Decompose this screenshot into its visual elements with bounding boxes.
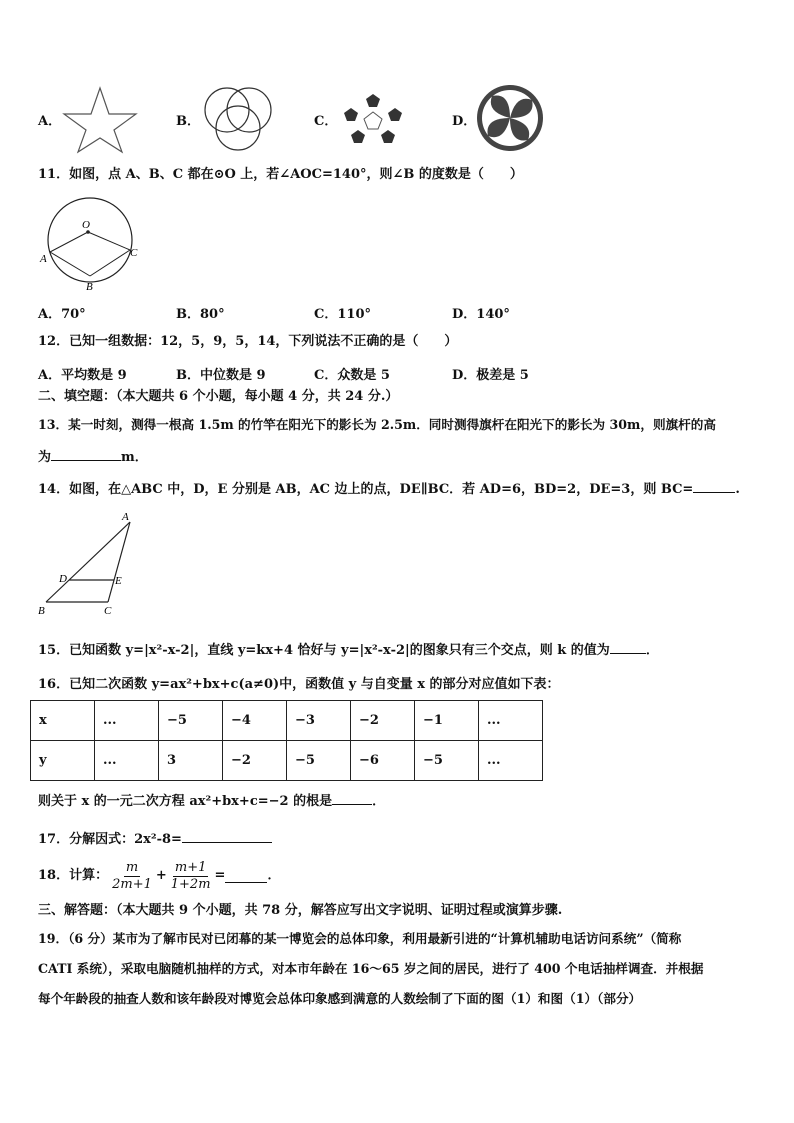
q12-option-a: A．平均数是 9 (38, 368, 127, 383)
table-cell: ... (95, 741, 159, 781)
q10-option-a-label: A． (38, 114, 62, 129)
q12-stem: 12．已知一组数据：12，5，9，5，14，下列说法不正确的是（ ） (38, 334, 458, 349)
q10-option-c-label: C． (314, 114, 338, 129)
q11-stem: 11．如图，点 A、B、C 都在⊙O 上，若∠AOC=140°，则∠B 的度数是（ ） (38, 167, 523, 182)
q14-answer-blank[interactable] (693, 480, 735, 493)
three-circles-figure (200, 83, 276, 153)
q15-answer-blank[interactable] (610, 641, 646, 654)
star-figure (62, 84, 138, 154)
q13-line2-pre: 为 (38, 450, 52, 465)
table-cell: −3 (287, 701, 351, 741)
q11-label-b: B (86, 281, 93, 292)
q14-stem (38, 480, 740, 499)
q13-line2 (38, 448, 148, 467)
table-cell: ... (479, 741, 543, 781)
q18-frac2-numerator: m+1 (174, 859, 207, 875)
table-cell: −5 (159, 701, 223, 741)
q10-option-d-label: D． (452, 114, 477, 129)
q18-plus: + (155, 868, 167, 883)
q15-stem-pre: 15．已知函数 y=|x²-x-2|，直线 y=kx+4 恰好与 y=|x²-x-2|的图象只有三个交点，则 k 的值为 (38, 643, 610, 658)
table-cell: y (31, 741, 95, 781)
table-cell: −1 (415, 701, 479, 741)
q16-answer-blank[interactable] (332, 792, 372, 805)
q10-option-b-label: B． (176, 114, 200, 129)
q19-line2: CATI 系统），采取电脑随机抽样的方式，对本市年龄在 16～65 岁之间的居民，进行了 400 个电话抽样调查．并根据 (38, 961, 704, 976)
q11-circle-figure (36, 196, 146, 292)
q13-answer-blank[interactable] (51, 448, 121, 461)
q12-option-d: D．极差是 5 (452, 368, 529, 383)
q16-question (38, 792, 385, 811)
q19-line3: 每个年龄段的抽查人数和该年龄段对博览会总体印象感到满意的人数绘制了下面的图（1）和图（1）（部分） (38, 991, 642, 1006)
q14-label-a: A (122, 511, 129, 523)
q14-label-b: B (38, 605, 45, 617)
q14-stem-pre: 14．如图，在△ABC 中，D，E 分别是 AB，AC 边上的点，DE∥BC．若 AD=6，BD=2，DE=3，则 BC= (38, 482, 694, 497)
q11-option-a: A．70° (38, 307, 86, 322)
q16-question-post: ． (372, 794, 386, 809)
q11-label-o: O (82, 219, 90, 231)
table-cell: 3 (159, 741, 223, 781)
table-cell: ... (95, 701, 159, 741)
q16-question-pre: 则关于 x 的一元二次方程 ax²+bx+c=−2 的根是 (38, 794, 333, 809)
q11-option-b: B．80° (176, 307, 225, 322)
q12-option-c: C．众数是 5 (314, 368, 390, 383)
q18-frac2-denominator: 1+2m (170, 876, 211, 892)
q15-stem (38, 641, 659, 660)
table-cell: −6 (351, 741, 415, 781)
q11-label-a: A (40, 253, 47, 265)
q18-stem (38, 856, 280, 896)
table-cell: −4 (223, 701, 287, 741)
q14-label-d: D (59, 573, 67, 585)
pentagon-ring-figure (340, 90, 406, 150)
q14-label-e: E (115, 575, 122, 587)
q14-label-c: C (104, 605, 112, 617)
section-solutions-heading: 三、解答题：（本大题共 9 个小题，共 78 分，解答应写出文字说明、证明过程或演算步骤. (38, 903, 563, 918)
q16-stem: 16．已知二次函数 y=ax²+bx+c(a≠0)中，函数值 y 与自变量 x 的部分对应值如下表： (38, 677, 560, 692)
table-cell: −2 (351, 701, 415, 741)
q18-equals: = (214, 868, 226, 883)
q17-stem (38, 830, 272, 849)
q13-line2-post: m． (121, 450, 148, 465)
q11-option-c: C．110° (314, 307, 371, 322)
q18-frac1-denominator: 2m+1 (112, 876, 152, 892)
q18-answer-blank[interactable] (225, 870, 267, 883)
table-cell: −5 (415, 741, 479, 781)
q11-label-c: C (130, 247, 138, 259)
table-cell: −2 (223, 741, 287, 781)
q14-stem-post: . (735, 482, 740, 497)
table-cell: −5 (287, 741, 351, 781)
q12-option-b: B．中位数是 9 (176, 368, 266, 383)
q18-pre: 18．计算： (38, 868, 109, 883)
table-row (31, 741, 543, 781)
four-petal-circle-figure (474, 82, 546, 154)
q11-option-d: D．140° (452, 307, 510, 322)
q18-fraction-2 (169, 860, 213, 893)
table-row (31, 701, 543, 741)
q16-value-table (30, 700, 543, 781)
q17-answer-blank[interactable] (182, 830, 272, 843)
q13-line1: 13．某一时刻，测得一根高 1.5m 的竹竿在阳光下的影长为 2.5m．同时测得旗杆在阳光下的影长为 30m，则旗杆的高 (38, 417, 716, 432)
table-cell: ... (479, 701, 543, 741)
q15-stem-post: ． (645, 643, 659, 658)
q14-triangle-figure (36, 508, 140, 620)
section-fill-in-heading: 二、填空题：（本大题共 6 个小题，每小题 4 分，共 24 分.） (38, 389, 399, 404)
q17-stem-text: 17．分解因式：2x²-8= (38, 832, 182, 847)
q18-fraction-1 (110, 860, 154, 893)
q18-frac1-numerator: m (125, 859, 139, 875)
table-cell: x (31, 701, 95, 741)
q19-line1: 19．（6 分）某市为了解市民对已闭幕的某一博览会的总体印象，利用最新引进的“计算机辅助电话访问系统”（简称 (38, 931, 682, 946)
q18-post: ． (267, 868, 281, 883)
